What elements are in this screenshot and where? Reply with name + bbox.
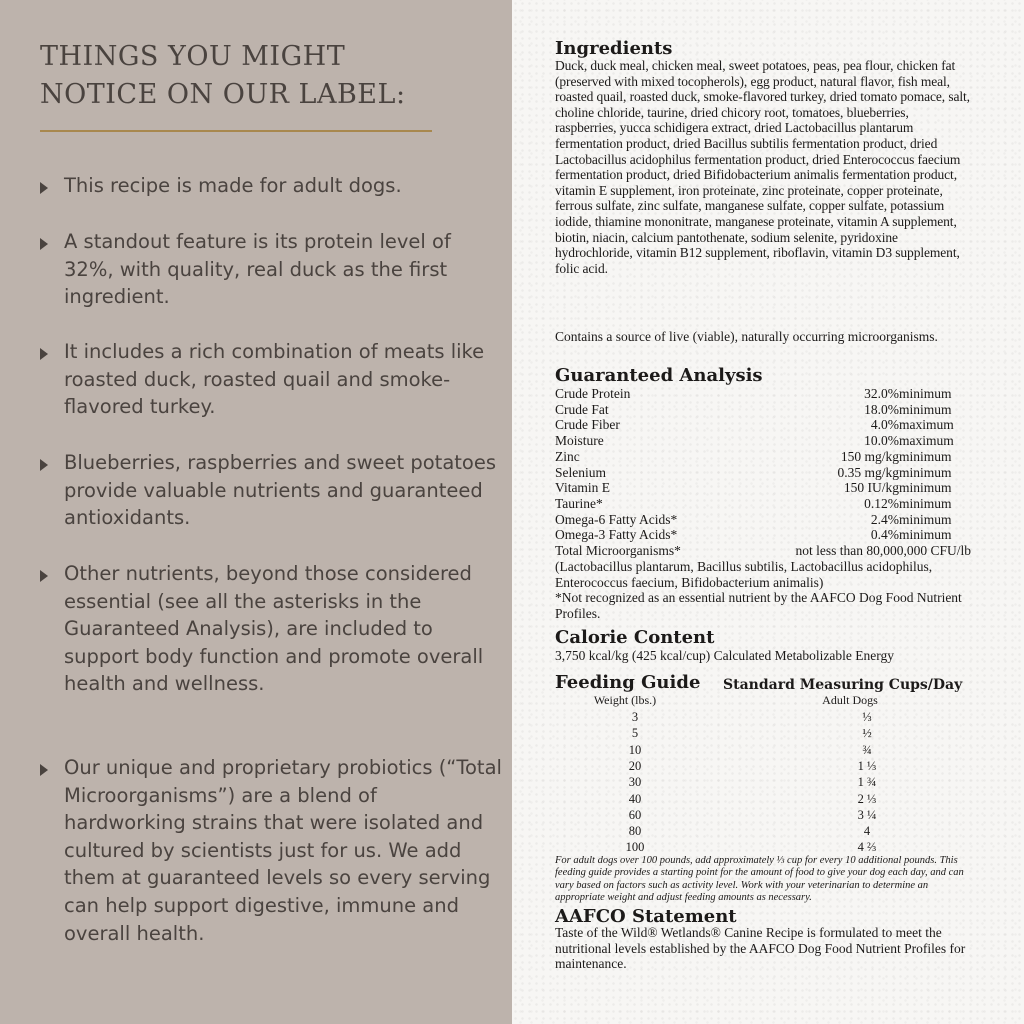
bullet-text: Our unique and proprietary probiotics (“Total Microorganisms”) are a blend of hardworking strains that were isolated and cultured by scientists just for us. We add them at guaranteed levels so every serving can help support digestive, immune and overall health. (64, 756, 502, 945)
ga-row (555, 465, 971, 481)
ga-nutrient-value: 0.12% (864, 495, 899, 511)
ga-nutrient-value: 4.0% (870, 417, 899, 433)
ga-row (555, 527, 971, 543)
ga-nutrient-value: 150 mg/kg (840, 448, 899, 464)
feeding-cups: ½ (862, 726, 872, 741)
callout-bullet-6 (40, 754, 502, 947)
ga-row (555, 449, 971, 465)
ingredients-text: Duck, duck meal, chicken meal, sweet potatoes, peas, pea flour, chicken fat (preserved with mixed tocopherols), egg product, natural flavor, fish meal, roasted quail, roasted duck, smoke-flavored turkey, dried tomato pomace, salt, choline chloride, taurine, dried chicory root, tomatoes, blueberries, raspberries, yucca schidigera extract, dried Lactobacillus plantarum fermentation product, dried Bacillus subtilis fermentation product, dried Lactobacillus acidophilus fermentation product, dried Enterococcus faecium fermentation product, dried Bifidobacterium animalis fermentation product, vitamin E supplement, iron proteinate, zinc proteinate, copper proteinate, ferrous sulfate, zinc sulfate, manganese sulfate, copper sulfate, potassium iodide, thiamine mononitrate, manganese proteinate, vitamin A supplement, biotin, niacin, calcium pantothenate, sodium selenite, pyridoxine hydrochloride, vitamin B12 supplement, riboflavin, vitamin D3 supplement, folic acid. (555, 58, 970, 276)
ga-row (555, 386, 971, 402)
feeding-row (555, 774, 971, 790)
ga-row-microorganisms (555, 543, 971, 559)
feeding-guide-subtitle: Standard Measuring Cups/Day (723, 677, 963, 693)
callout-bullet-4 (40, 449, 502, 532)
ga-nutrient-name: Zinc (555, 448, 580, 464)
ga-microorganism-strains: (Lactobacillus plantarum, Bacillus subtilis, Lactobacillus acidophilus, Enterococcus faecium, Bifidobacterium animalis) (555, 559, 933, 590)
feeding-col-adult: Adult Dogs (822, 693, 878, 707)
ga-nutrient-value: 10.0% (864, 433, 899, 449)
ga-qualifier: minimum (899, 495, 952, 511)
bullet-arrow-icon (40, 182, 48, 194)
ga-qualifier: minimum (899, 511, 952, 527)
ga-nutrient-name: Omega-3 Fatty Acids* (555, 527, 678, 543)
callout-heading: THINGS YOU MIGHT NOTICE ON OUR LABEL: (40, 41, 406, 110)
ga-nutrient-name: Vitamin E (555, 480, 611, 496)
aafco-statement-title: AAFCO Statement (555, 906, 737, 927)
calorie-content-text: 3,750 kcal/kg (425 kcal/cup) Calculated Metabolizable Energy (555, 648, 895, 663)
ga-row (555, 496, 971, 512)
feeding-weight: 40 (628, 791, 642, 806)
ga-qualifier: maximum (899, 417, 954, 433)
ga-nutrient-value: 2.4% (870, 511, 899, 527)
feeding-row (555, 709, 971, 725)
ga-row (555, 512, 971, 528)
callout-bullet-2 (40, 228, 502, 311)
feeding-weight: 100 (625, 840, 645, 855)
feeding-weight: 30 (628, 775, 642, 790)
ga-nutrient-value: 0.4% (870, 527, 899, 543)
ga-qualifier: minimum (899, 448, 952, 464)
feeding-guide-title: Feeding Guide (555, 672, 701, 693)
ga-qualifier: maximum (899, 433, 954, 449)
feeding-col-weight: Weight (lbs.) (593, 693, 657, 707)
ga-nutrient-name: Taurine* (555, 495, 603, 511)
feeding-guide-note: For adult dogs over 100 pounds, add approximately ⅓ cup for every 10 additional pounds. This feeding guide provides a starting point for the amount of food to give your dog each day, and can vary based on factors such as activity level. Work with your veterinarian to determine an appropriate weight and adjust feeding amounts as necessary. (555, 855, 964, 904)
ga-row (555, 480, 971, 496)
feeding-row (555, 758, 971, 774)
ga-qualifier: minimum (899, 480, 952, 496)
guaranteed-analysis-title: Guaranteed Analysis (555, 365, 763, 386)
ga-nutrient-name: Selenium (555, 464, 606, 480)
bullet-arrow-icon (40, 764, 48, 776)
probiotic-note: Contains a source of live (viable), naturally occurring microorganisms. (555, 329, 938, 344)
bullet-arrow-icon (40, 348, 48, 360)
ga-row (555, 433, 971, 449)
feeding-cups: ¾ (862, 742, 872, 757)
ga-nutrient-value: not less than 80,000,000 CFU/lb (795, 543, 971, 558)
ga-row (555, 402, 971, 418)
feeding-cups: ⅓ (862, 710, 872, 724)
bullet-arrow-icon (40, 459, 48, 471)
ga-nutrient-value: 18.0% (864, 401, 899, 417)
ga-qualifier: minimum (899, 386, 952, 401)
bullet-text: A standout feature is its protein level of 32%, with quality, real duck as the first ingredient. (64, 230, 451, 309)
ga-nutrient-name: Omega-6 Fatty Acids* (555, 511, 678, 527)
calorie-content-title: Calorie Content (555, 627, 715, 648)
bullet-text: Other nutrients, beyond those considered essential (see all the asterisks in the Guaranteed Analysis), are included to support body function and promote overall health and wellness. (64, 562, 484, 696)
feeding-cups: 4 (863, 824, 871, 839)
ga-nutrient-name: Total Microorganisms* (555, 543, 681, 558)
callout-bullet-1 (40, 172, 502, 200)
gold-divider (40, 130, 432, 132)
product-label (512, 0, 1024, 1024)
ingredients-title: Ingredients (555, 38, 673, 59)
ga-nutrient-name: Crude Fat (555, 401, 609, 417)
aafco-statement-text: Taste of the Wild® Wetlands® Canine Recipe is formulated to meet the nutritional levels established by the AAFCO Dog Food Nutrient Profiles for maintenance. (555, 925, 966, 972)
feeding-cups: 4 ⅔ (857, 840, 877, 855)
feeding-weight: 60 (628, 807, 642, 822)
feeding-row (555, 742, 971, 758)
bullet-text: It includes a rich combination of meats like roasted duck, roasted quail and smoke-flavored turkey. (64, 340, 485, 419)
feeding-weight: 5 (631, 726, 639, 741)
feeding-row (555, 823, 971, 839)
bullet-text: Blueberries, raspberries and sweet potatoes provide valuable nutrients and guaranteed antioxidants. (64, 451, 496, 530)
ga-nutrient-value: 0.35 mg/kg (837, 464, 899, 480)
ga-footnote: *Not recognized as an essential nutrient by the AAFCO Dog Food Nutrient Profiles. (555, 590, 962, 621)
ga-qualifier: minimum (899, 527, 952, 543)
callout-bullet-3 (40, 338, 502, 421)
bullet-arrow-icon (40, 238, 48, 250)
feeding-cups: 2 ⅓ (857, 791, 877, 806)
feeding-weight: 80 (628, 824, 642, 839)
ga-qualifier: minimum (899, 464, 952, 480)
feeding-weight: 10 (628, 742, 642, 757)
callout-bullet-5 (40, 560, 502, 698)
bullet-text: This recipe is made for adult dogs. (64, 174, 402, 197)
feeding-cups: 1 ¾ (857, 775, 877, 790)
ga-nutrient-value: 150 IU/kg (843, 480, 899, 496)
ga-qualifier: minimum (899, 401, 952, 417)
feeding-cups: 1 ⅓ (857, 758, 877, 773)
feeding-weight: 20 (628, 758, 642, 773)
feeding-cups: 3 ¼ (857, 807, 877, 822)
ga-row (555, 417, 971, 433)
feeding-row (555, 791, 971, 807)
feeding-row (555, 725, 971, 741)
bullet-arrow-icon (40, 570, 48, 582)
ga-nutrient-name: Crude Protein (555, 386, 631, 401)
ga-nutrient-value: 32.0% (864, 386, 899, 401)
ga-nutrient-name: Crude Fiber (555, 417, 620, 433)
feeding-row (555, 839, 971, 855)
feeding-weight: 3 (631, 710, 639, 724)
feeding-row (555, 807, 971, 823)
ga-nutrient-name: Moisture (555, 433, 604, 449)
